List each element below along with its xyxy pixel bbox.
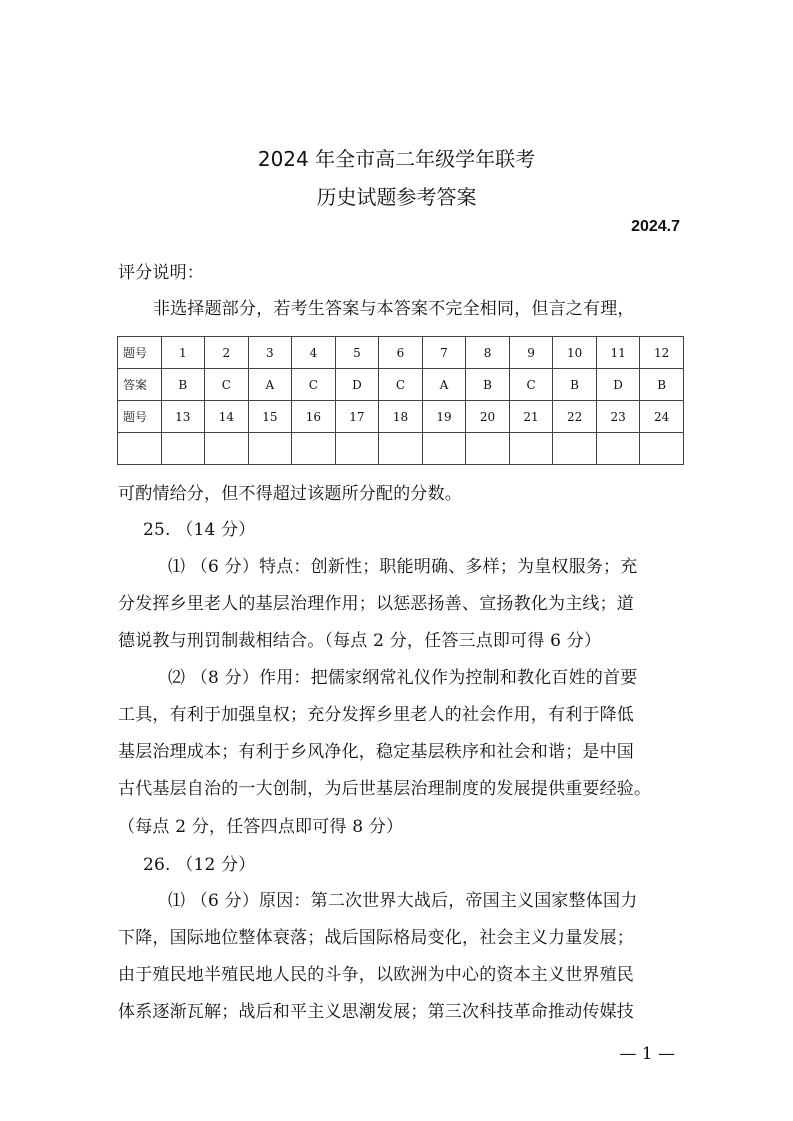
question-number: 23 bbox=[596, 401, 640, 433]
q25-part1-line: 分发挥乡里老人的基层治理作用；以惩恶扬善、宣扬教化为主线；道 bbox=[118, 594, 634, 614]
q25-part2-line: （每点 2 分，任答四点即可得 8 分） bbox=[118, 817, 404, 837]
answer-cell: B bbox=[466, 369, 510, 401]
question-number: 22 bbox=[553, 401, 597, 433]
answer-cell bbox=[379, 433, 423, 465]
question-number: 14 bbox=[205, 401, 249, 433]
question-number: 24 bbox=[640, 401, 684, 433]
answer-cell bbox=[422, 433, 466, 465]
question-number: 20 bbox=[466, 401, 510, 433]
answer-cell: B bbox=[640, 369, 684, 401]
row-label: 题号 bbox=[118, 401, 162, 433]
answer-cell: A bbox=[248, 369, 292, 401]
answer-cell bbox=[509, 433, 553, 465]
q25-part2-line: 工具，有利于加强皇权；充分发挥乡里老人的社会作用，有利于降低 bbox=[118, 705, 634, 725]
answer-cell: B bbox=[161, 369, 205, 401]
answer-cell bbox=[292, 433, 336, 465]
document-date: 2024.7 bbox=[631, 218, 680, 235]
question-number: 5 bbox=[335, 337, 379, 369]
answer-cell bbox=[161, 433, 205, 465]
question-number: 8 bbox=[466, 337, 510, 369]
page-number: — 1 — bbox=[619, 1044, 675, 1064]
row-label bbox=[118, 433, 162, 465]
question-number: 15 bbox=[248, 401, 292, 433]
question-number: 19 bbox=[422, 401, 466, 433]
answer-cell bbox=[335, 433, 379, 465]
question-number: 3 bbox=[248, 337, 292, 369]
question-number: 2 bbox=[205, 337, 249, 369]
answer-cell: C bbox=[379, 369, 423, 401]
q26-part1-line: 体系逐渐瓦解；战后和平主义思潮发展；第三次科技革命推动传媒技 bbox=[118, 1002, 634, 1022]
q26-part1-line: 由于殖民地半殖民地人民的斗争，以欧洲为中心的资本主义世界殖民 bbox=[118, 965, 634, 985]
table-row bbox=[118, 433, 684, 465]
answer-cell: A bbox=[422, 369, 466, 401]
answer-table bbox=[117, 336, 684, 465]
answer-cell bbox=[205, 433, 249, 465]
question-number: 6 bbox=[379, 337, 423, 369]
question-number: 7 bbox=[422, 337, 466, 369]
q26-heading: 26. （12 分） bbox=[143, 855, 256, 875]
answer-cell: C bbox=[292, 369, 336, 401]
row-label: 题号 bbox=[118, 337, 162, 369]
q25-part2-line: 基层治理成本；有利于乡风净化，稳定基层秩序和社会和谐；是中国 bbox=[118, 742, 634, 762]
answer-cell bbox=[596, 433, 640, 465]
scoring-after-table: 可酌情给分，但不得超过该题所分配的分数。 bbox=[118, 484, 462, 504]
question-number: 4 bbox=[292, 337, 336, 369]
answer-cell bbox=[466, 433, 510, 465]
answer-cell: D bbox=[335, 369, 379, 401]
q25-part1-line: 德说教与刑罚制裁相结合。（每点 2 分，任答三点即可得 6 分） bbox=[118, 631, 602, 651]
scoring-heading: 评分说明： bbox=[118, 263, 204, 283]
exam-subtitle: 历史试题参考答案 bbox=[316, 185, 477, 209]
question-number: 13 bbox=[161, 401, 205, 433]
row-label: 答案 bbox=[118, 369, 162, 401]
answer-cell bbox=[640, 433, 684, 465]
answer-cell bbox=[553, 433, 597, 465]
scoring-intro: 非选择题部分，若考生答案与本答案不完全相同，但言之有理， bbox=[153, 299, 635, 319]
q26-part1-line: 下降，国际地位整体衰落；战后国际格局变化，社会主义力量发展； bbox=[118, 928, 634, 948]
question-number: 12 bbox=[640, 337, 684, 369]
answer-cell: C bbox=[509, 369, 553, 401]
exam-title: 2024 年全市高二年级学年联考 bbox=[257, 147, 536, 171]
question-number: 21 bbox=[509, 401, 553, 433]
q26-part1-line: ⑴ （6 分）原因：第二次世界大战后，帝国主义国家整体国力 bbox=[168, 891, 638, 911]
q25-heading: 25. （14 分） bbox=[143, 520, 256, 540]
question-number: 9 bbox=[509, 337, 553, 369]
table-row bbox=[118, 337, 684, 369]
table-row bbox=[118, 401, 684, 433]
question-number: 16 bbox=[292, 401, 336, 433]
answer-cell: C bbox=[205, 369, 249, 401]
q25-part2-line: 古代基层自治的一大创制，为后世基层治理制度的发展提供重要经验。 bbox=[118, 779, 652, 799]
table-row bbox=[118, 369, 684, 401]
answer-cell: D bbox=[596, 369, 640, 401]
question-number: 17 bbox=[335, 401, 379, 433]
question-number: 18 bbox=[379, 401, 423, 433]
question-number: 1 bbox=[161, 337, 205, 369]
q25-part2-line: ⑵ （8 分）作用：把儒家纲常礼仪作为控制和教化百姓的首要 bbox=[168, 668, 638, 688]
answer-cell bbox=[248, 433, 292, 465]
q25-part1-line: ⑴ （6 分）特点：创新性；职能明确、多样；为皇权服务；充 bbox=[168, 557, 638, 577]
question-number: 10 bbox=[553, 337, 597, 369]
answer-cell: B bbox=[553, 369, 597, 401]
question-number: 11 bbox=[596, 337, 640, 369]
